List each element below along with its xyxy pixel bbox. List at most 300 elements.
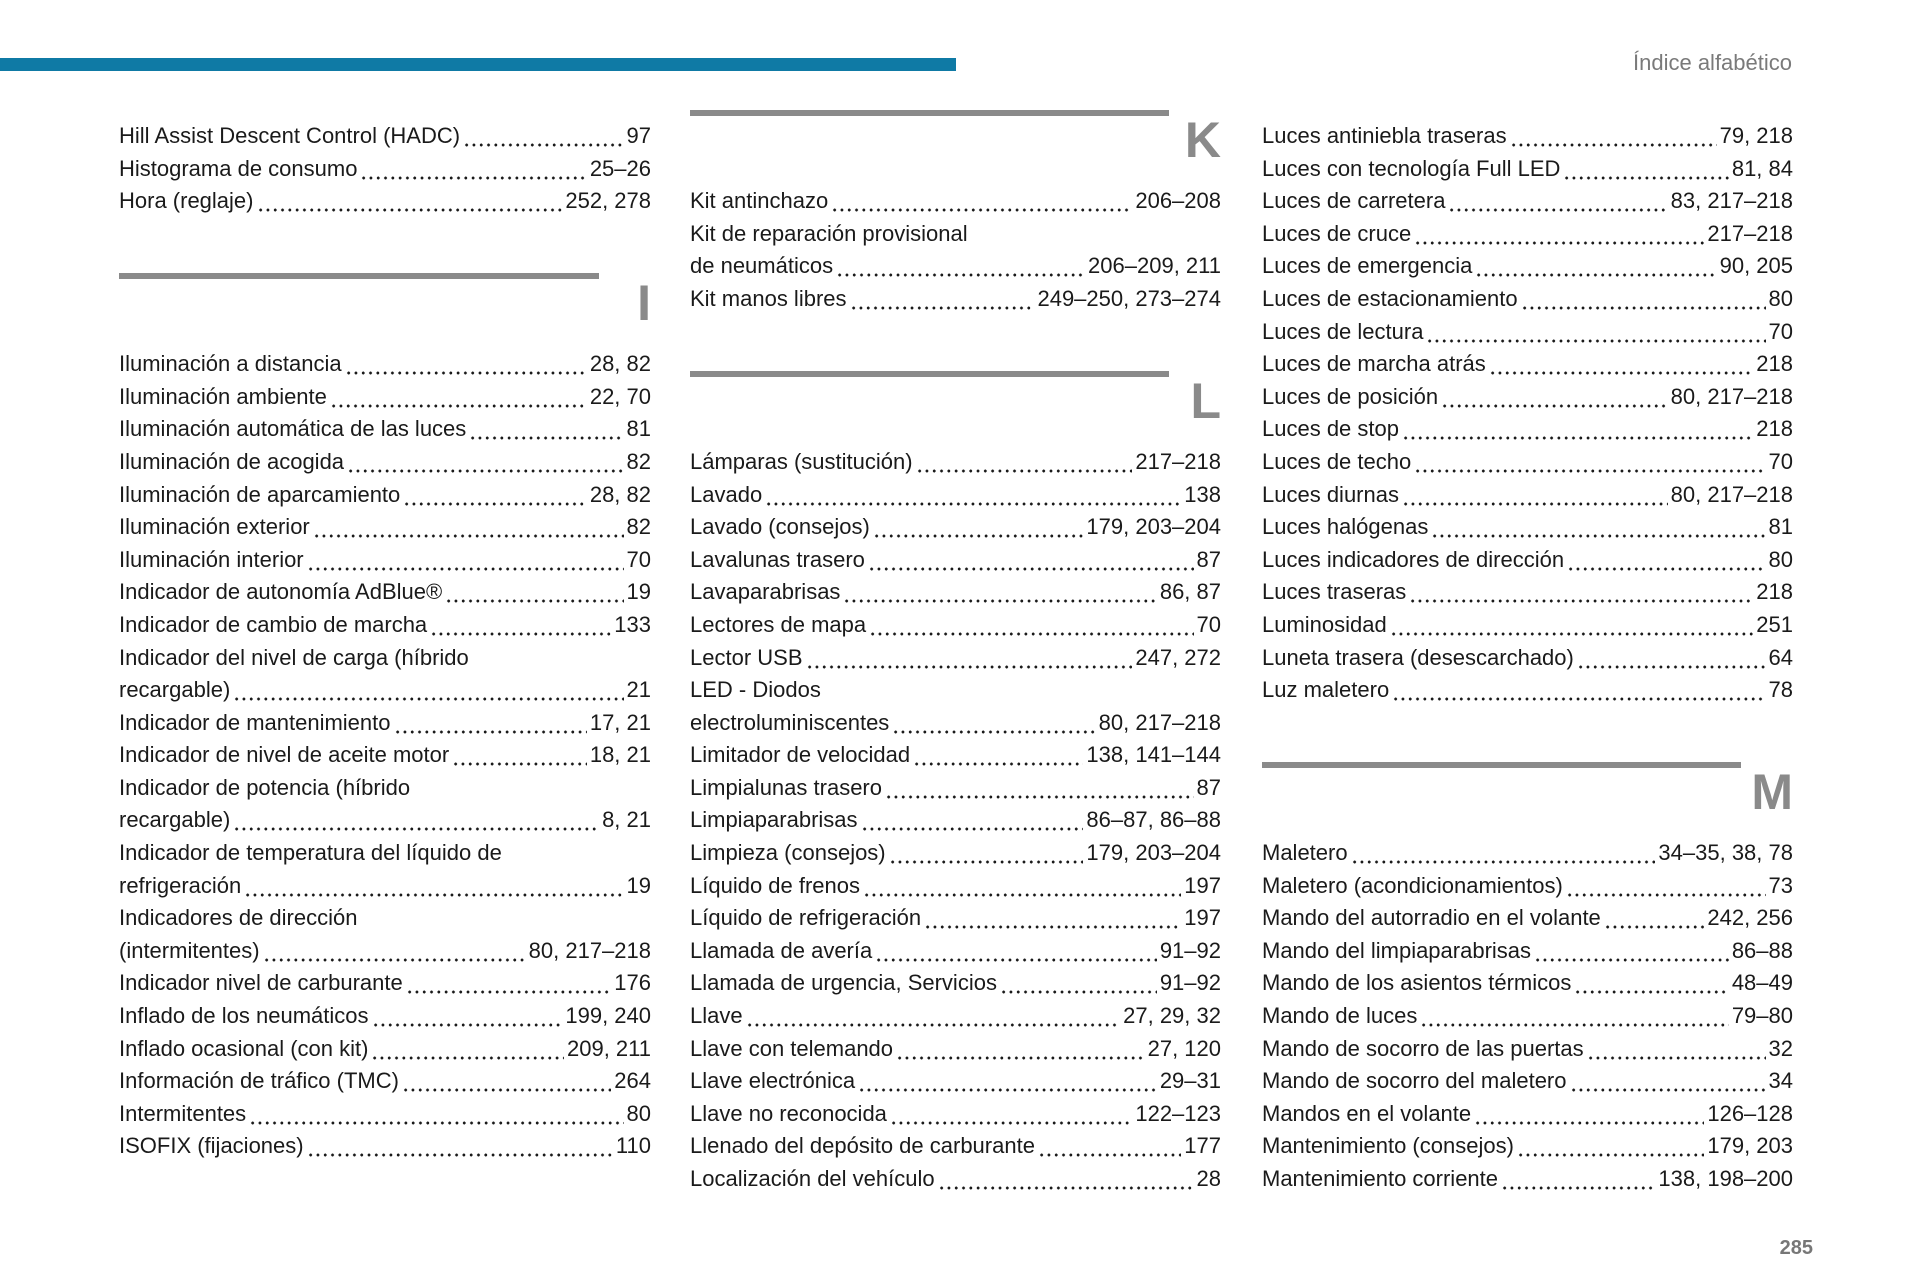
entry-pages: 48–49	[1731, 970, 1793, 996]
entry-label: Indicador nivel de carburante	[119, 970, 403, 996]
entry-label: Llave electrónica	[690, 1068, 856, 1094]
section-divider	[690, 110, 1169, 116]
index-entry	[690, 576, 1221, 609]
index-entry	[119, 707, 651, 740]
index-entry	[119, 674, 651, 707]
index-entry	[690, 837, 1221, 870]
entry-pages: 70	[1196, 611, 1221, 637]
letter-section-header	[1262, 763, 1793, 837]
entry-label: Luces diurnas	[1262, 481, 1399, 507]
entry-label: de neumáticos	[690, 253, 834, 279]
entry-pages: 79, 218	[1719, 123, 1793, 148]
entry-pages: 81, 84	[1731, 155, 1793, 181]
entry-label: Mantenimiento (consejos)	[1262, 1133, 1514, 1159]
index-entry	[1262, 218, 1793, 251]
dot-leader	[1441, 381, 1668, 414]
entry-label: Luces halógenas	[1262, 514, 1429, 540]
entry-label: Luces de techo	[1262, 448, 1412, 474]
entry-pages: 19	[626, 872, 651, 898]
dot-leader	[1501, 1163, 1655, 1196]
entry-pages: 80	[1768, 546, 1793, 572]
entry-label: Líquido de refrigeración	[690, 905, 922, 931]
entry-pages: 197	[1184, 872, 1221, 898]
entry-pages: 133	[614, 611, 651, 637]
index-entry	[1262, 120, 1793, 153]
entry-pages: 138, 198–200	[1658, 1166, 1793, 1191]
entry-pages: 126–128	[1707, 1100, 1793, 1126]
dot-leader	[257, 185, 563, 218]
entry-label: Iluminación de acogida	[119, 448, 345, 474]
entry-label: Llave	[690, 1003, 743, 1029]
dot-leader	[244, 870, 623, 903]
index-entry	[1262, 544, 1793, 577]
entry-pages: 22, 70	[589, 383, 651, 409]
index-entry	[1262, 1033, 1793, 1066]
entry-label: Inflado de los neumáticos	[119, 1003, 369, 1029]
entry-pages: 21	[626, 677, 651, 703]
index-entry	[690, 1163, 1221, 1196]
index-entry	[690, 250, 1221, 283]
dot-leader	[1517, 1130, 1704, 1163]
index-entry	[690, 674, 1221, 707]
entry-pages: 97	[626, 123, 651, 148]
dot-leader	[1566, 870, 1766, 903]
entry-label: Luneta trasera (desescarchado)	[1262, 644, 1574, 670]
entry-pages: 86–87, 86–88	[1086, 807, 1221, 833]
dot-leader	[1489, 348, 1754, 381]
index-entry	[119, 413, 651, 446]
entry-pages: 179, 203–204	[1086, 514, 1221, 540]
dot-leader	[1448, 185, 1667, 218]
index-entry	[119, 609, 651, 642]
dot-leader	[1409, 576, 1753, 609]
index-entry	[1262, 413, 1793, 446]
index-entry	[690, 1033, 1221, 1066]
dot-leader	[861, 804, 1084, 837]
entry-label: Hora (reglaje)	[119, 188, 254, 214]
index-entry	[119, 446, 651, 479]
dot-leader	[394, 707, 587, 740]
dot-leader	[1574, 967, 1728, 1000]
index-entry	[1262, 446, 1793, 479]
index-entry	[690, 185, 1221, 218]
dot-leader	[858, 1065, 1157, 1098]
entry-label: Luces antiniebla traseras	[1262, 123, 1507, 148]
dot-leader	[843, 576, 1156, 609]
dot-leader	[806, 642, 1133, 675]
entry-label: Intermitentes	[119, 1100, 247, 1126]
entry-pages: 83, 217–218	[1670, 188, 1793, 214]
index-entry	[1262, 1000, 1793, 1033]
dot-leader	[1402, 413, 1753, 446]
index-entry	[1262, 674, 1793, 707]
entry-label: Luminosidad	[1262, 611, 1387, 637]
index-entry	[1262, 902, 1793, 935]
index-entry	[119, 1065, 651, 1098]
index-entry	[119, 837, 651, 870]
entry-label: recargable)	[119, 677, 231, 703]
dot-leader	[765, 479, 1181, 512]
entry-label: Luces de carretera	[1262, 188, 1446, 214]
entry-label: Luces de lectura	[1262, 318, 1424, 344]
dot-leader	[313, 511, 624, 544]
entry-label: Maletero	[1262, 840, 1348, 866]
dot-leader	[916, 446, 1133, 479]
dot-leader	[233, 804, 599, 837]
index-entry	[1262, 837, 1793, 870]
dot-leader	[371, 1033, 564, 1066]
entry-label: LED - Diodos	[690, 677, 821, 703]
dot-leader	[1587, 1033, 1766, 1066]
entry-label: Lector USB	[690, 644, 803, 670]
entry-label: refrigeración	[119, 872, 242, 898]
section-letter: L	[1190, 372, 1221, 429]
entry-pages: 91–92	[1159, 937, 1221, 963]
dot-leader	[938, 1163, 1194, 1196]
index-entry	[1262, 348, 1793, 381]
dot-leader	[924, 902, 1181, 935]
index-entry	[690, 609, 1221, 642]
index-entry	[119, 772, 651, 805]
entry-label: Lavalunas trasero	[690, 546, 865, 572]
entry-label: Indicador de potencia (híbrido	[119, 774, 411, 800]
dot-leader	[403, 479, 587, 512]
dot-leader	[1567, 544, 1765, 577]
entry-pages: 80, 217–218	[528, 937, 651, 963]
index-entry	[690, 1130, 1221, 1163]
index-entry	[1262, 153, 1793, 186]
dot-leader	[1420, 1000, 1728, 1033]
entry-label: Mando de los asientos térmicos	[1262, 970, 1572, 996]
entry-pages: 80, 217–218	[1670, 383, 1793, 409]
entry-label: Llamada de urgencia, Servicios	[690, 970, 997, 996]
dot-leader	[1604, 902, 1705, 935]
entry-pages: 73	[1768, 872, 1793, 898]
letter-section-header	[119, 274, 651, 348]
entry-pages: 206–208	[1135, 188, 1221, 214]
entry-pages: 28	[1196, 1166, 1221, 1191]
page-number: 285	[1779, 1237, 1813, 1259]
entry-label: Luz maletero	[1262, 677, 1390, 703]
dot-leader	[1402, 479, 1668, 512]
entry-pages: 252, 278	[565, 188, 651, 214]
entry-label: Hill Assist Descent Control (HADC)	[119, 123, 461, 148]
dot-leader	[1570, 1065, 1766, 1098]
index-entry	[119, 479, 651, 512]
index-entry	[119, 902, 651, 935]
entry-pages: 70	[1768, 448, 1793, 474]
dot-leader	[360, 153, 586, 186]
index-entry	[119, 1130, 651, 1163]
dot-leader	[863, 870, 1181, 903]
index-entry	[119, 576, 651, 609]
dot-leader	[836, 250, 1085, 283]
entry-pages: 70	[1768, 318, 1793, 344]
index-entry	[119, 185, 651, 218]
entry-pages: 19	[626, 579, 651, 605]
dot-leader	[892, 707, 1095, 740]
dot-leader	[1414, 446, 1765, 479]
index-entry	[1262, 185, 1793, 218]
index-entry	[1262, 381, 1793, 414]
entry-pages: 80	[1768, 285, 1793, 311]
dot-leader	[885, 772, 1194, 805]
dot-leader	[263, 935, 526, 968]
index-column-3	[1262, 120, 1793, 1196]
index-entry	[1262, 1065, 1793, 1098]
dot-leader	[889, 837, 1084, 870]
entry-label: recargable)	[119, 807, 231, 833]
entry-pages: 199, 240	[565, 1003, 651, 1029]
dot-leader	[1563, 153, 1728, 186]
entry-pages: 34	[1768, 1068, 1793, 1094]
index-entry	[1262, 967, 1793, 1000]
entry-label: Iluminación de aparcamiento	[119, 481, 401, 507]
entry-pages: 218	[1756, 579, 1793, 605]
accent-bar	[0, 58, 956, 71]
index-entry	[690, 902, 1221, 935]
dot-leader	[868, 544, 1194, 577]
entry-label: Llave con telemando	[690, 1035, 894, 1061]
entry-label: Iluminación automática de las luces	[119, 416, 467, 442]
entry-pages: 179, 203–204	[1086, 840, 1221, 866]
dot-leader	[1038, 1130, 1181, 1163]
index-entry	[690, 544, 1221, 577]
index-entry	[119, 739, 651, 772]
index-entry	[690, 218, 1221, 251]
entry-label: electroluminiscentes	[690, 709, 890, 735]
dot-leader	[831, 185, 1132, 218]
entry-pages: 18, 21	[589, 742, 651, 768]
index-entry	[1262, 316, 1793, 349]
entry-pages: 27, 120	[1147, 1035, 1221, 1061]
index-entry	[1262, 1098, 1793, 1131]
dot-leader	[1475, 250, 1716, 283]
entry-pages: 80, 217–218	[1670, 481, 1793, 507]
index-entry	[1262, 609, 1793, 642]
index-entry	[690, 1000, 1221, 1033]
dot-leader	[347, 446, 623, 479]
dot-leader	[1577, 642, 1766, 675]
index-entry	[119, 935, 651, 968]
entry-pages: 176	[614, 970, 651, 996]
dot-leader	[463, 120, 623, 153]
entry-pages: 8, 21	[602, 807, 651, 833]
index-entry	[690, 642, 1221, 675]
entry-label: Luces traseras	[1262, 579, 1407, 605]
section-divider	[1262, 762, 1741, 768]
entry-pages: 79–80	[1731, 1003, 1793, 1029]
entry-label: Luces con tecnología Full LED	[1262, 155, 1561, 181]
entry-pages: 86–88	[1731, 937, 1793, 963]
entry-label: Lectores de mapa	[690, 611, 867, 637]
dot-leader	[1390, 609, 1754, 642]
dot-leader	[1521, 283, 1766, 316]
entry-label: Mando de socorro del maletero	[1262, 1068, 1567, 1094]
entry-pages: 28, 82	[589, 351, 651, 377]
entry-label: Kit antinchazo	[690, 188, 829, 214]
index-entry	[690, 446, 1221, 479]
dot-leader	[233, 674, 623, 707]
entry-pages: 25–26	[589, 155, 651, 181]
entry-label: Lavado (consejos)	[690, 514, 870, 540]
entry-label: ISOFIX (fijaciones)	[119, 1133, 304, 1159]
entry-label: Indicador de temperatura del líquido de	[119, 840, 502, 866]
dot-leader	[850, 283, 1035, 316]
entry-label: Mando del limpiaparabrisas	[1262, 937, 1532, 963]
entry-label: Mando de socorro de las puertas	[1262, 1035, 1584, 1061]
dot-leader	[430, 609, 611, 642]
section-letter: I	[637, 274, 651, 331]
entry-label: Localización del vehículo	[690, 1166, 935, 1191]
index-entry	[690, 479, 1221, 512]
entry-pages: 249–250, 273–274	[1037, 285, 1221, 311]
dot-leader	[913, 739, 1083, 772]
entry-pages: 110	[615, 1133, 651, 1159]
dot-leader	[1000, 967, 1157, 1000]
entry-pages: 82	[626, 448, 651, 474]
index-entry	[690, 707, 1221, 740]
index-entry	[119, 381, 651, 414]
index-entry	[690, 1065, 1221, 1098]
index-entry	[1262, 576, 1793, 609]
dot-leader	[890, 1098, 1132, 1131]
dot-leader	[249, 1098, 623, 1131]
index-column-2	[690, 112, 1221, 1196]
index-entry	[690, 511, 1221, 544]
entry-pages: 177	[1184, 1133, 1221, 1159]
index-entry	[1262, 1163, 1793, 1196]
index-entry	[690, 870, 1221, 903]
dot-leader	[746, 1000, 1121, 1033]
entry-pages: 29–31	[1159, 1068, 1221, 1094]
entry-label: Kit manos libres	[690, 285, 847, 311]
entry-label: Indicador de mantenimiento	[119, 709, 391, 735]
index-entry	[690, 935, 1221, 968]
index-entry	[690, 967, 1221, 1000]
index-entry	[690, 739, 1221, 772]
entry-pages: 91–92	[1159, 970, 1221, 996]
letter-section-header	[690, 112, 1221, 185]
entry-label: Lámparas (sustitución)	[690, 448, 913, 474]
dot-leader	[307, 1130, 613, 1163]
index-entry	[119, 642, 651, 675]
dot-leader	[372, 1000, 563, 1033]
index-entry	[1262, 511, 1793, 544]
entry-label: Limpieza (consejos)	[690, 840, 886, 866]
entry-pages: 138, 141–144	[1086, 742, 1221, 768]
entry-label: Limpiaparabrisas	[690, 807, 858, 833]
index-entry	[119, 348, 651, 381]
entry-pages: 70	[626, 546, 651, 572]
letter-section-header	[690, 372, 1221, 446]
entry-label: Llamada de avería	[690, 937, 873, 963]
entry-label: Maletero (acondicionamientos)	[1262, 872, 1563, 898]
dot-leader	[1431, 511, 1765, 544]
entry-pages: 87	[1196, 774, 1221, 800]
entry-label: Luces de marcha atrás	[1262, 351, 1486, 377]
section-divider	[690, 371, 1169, 377]
dot-leader	[330, 381, 587, 414]
entry-pages: 264	[614, 1068, 651, 1094]
dot-leader	[469, 413, 623, 446]
dot-leader	[1534, 935, 1729, 968]
entry-label: Mandos en el volante	[1262, 1100, 1472, 1126]
section-title: Índice alfabético	[1633, 50, 1792, 75]
dot-leader	[896, 1033, 1145, 1066]
section-letter: M	[1751, 763, 1793, 820]
entry-pages: 80	[626, 1100, 651, 1126]
dot-leader	[345, 348, 587, 381]
index-entry	[119, 967, 651, 1000]
dot-leader	[873, 511, 1084, 544]
index-entry	[690, 804, 1221, 837]
index-entry	[119, 1000, 651, 1033]
entry-label: Mando del autorradio en el volante	[1262, 905, 1601, 931]
dot-leader	[869, 609, 1193, 642]
entry-label: Lavado	[690, 481, 763, 507]
entry-label: Mantenimiento corriente	[1262, 1166, 1499, 1191]
index-entry	[119, 804, 651, 837]
entry-label: Iluminación exterior	[119, 514, 310, 540]
entry-pages: 82	[626, 514, 651, 540]
entry-pages: 138	[1184, 481, 1221, 507]
index-entry	[690, 283, 1221, 316]
entry-label: Luces de estacionamiento	[1262, 285, 1518, 311]
entry-pages: 218	[1756, 351, 1793, 377]
entry-label: Limpialunas trasero	[690, 774, 882, 800]
entry-label: Indicadores de dirección	[119, 905, 358, 931]
entry-label: Información de tráfico (TMC)	[119, 1068, 399, 1094]
entry-pages: 80, 217–218	[1098, 709, 1221, 735]
dot-leader	[452, 739, 587, 772]
entry-pages: 209, 211	[566, 1035, 651, 1061]
index-entry	[119, 1098, 651, 1131]
index-entry	[690, 772, 1221, 805]
entry-label: Histograma de consumo	[119, 155, 358, 181]
entry-label: Inflado ocasional (con kit)	[119, 1035, 369, 1061]
entry-pages: 206–209, 211	[1088, 253, 1221, 279]
entry-label: Limitador de velocidad	[690, 742, 911, 768]
entry-label: Luces de posición	[1262, 383, 1439, 409]
index-entry	[119, 120, 651, 153]
entry-pages: 90, 205	[1719, 253, 1793, 279]
index-entry	[1262, 283, 1793, 316]
entry-label: Iluminación interior	[119, 546, 304, 572]
entry-pages: 78	[1768, 677, 1793, 703]
entry-pages: 81	[626, 416, 651, 442]
index-entry	[1262, 479, 1793, 512]
entry-pages: 217–218	[1707, 220, 1793, 246]
dot-leader	[445, 576, 623, 609]
entry-label: Luces de emergencia	[1262, 253, 1473, 279]
index-entry	[1262, 642, 1793, 675]
entry-pages: 17, 21	[589, 709, 651, 735]
entry-label: Iluminación a distancia	[119, 351, 342, 377]
entry-label: Indicador del nivel de carga (híbrido	[119, 644, 469, 670]
entry-pages: 197	[1184, 905, 1221, 931]
entry-pages: 81	[1768, 514, 1793, 540]
entry-label: Indicador de nivel de aceite motor	[119, 742, 450, 768]
entry-pages: 32	[1768, 1035, 1793, 1061]
index-entry	[119, 153, 651, 186]
dot-leader	[875, 935, 1157, 968]
entry-label: Luces de cruce	[1262, 220, 1412, 246]
entry-pages: 27, 29, 32	[1123, 1003, 1221, 1029]
entry-label: Lavaparabrisas	[690, 579, 841, 605]
entry-label: Luces indicadores de dirección	[1262, 546, 1565, 572]
section-divider	[119, 273, 599, 279]
